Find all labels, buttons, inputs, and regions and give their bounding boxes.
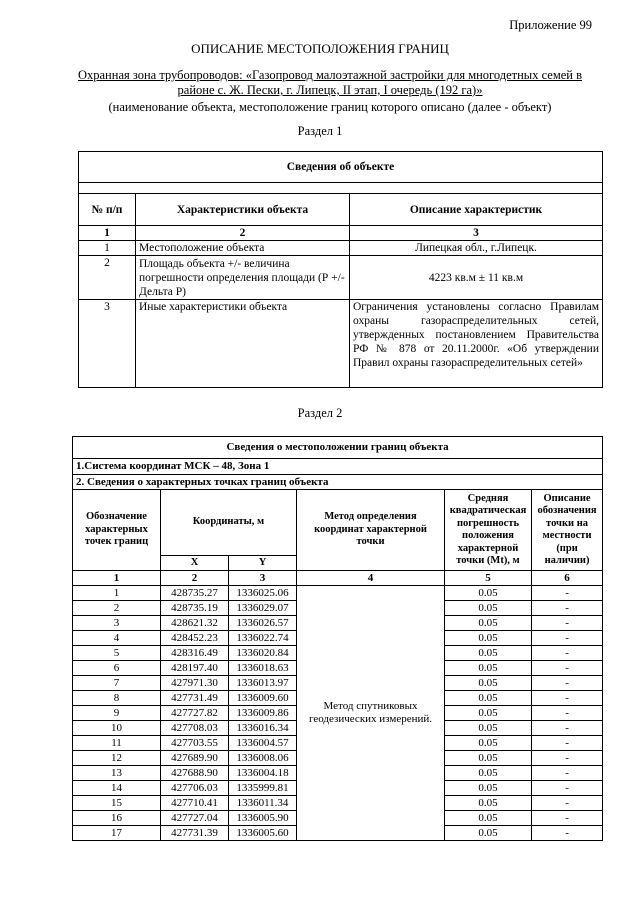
- point-error: 0.05: [445, 811, 532, 826]
- point-y: 1336022.74: [229, 631, 297, 646]
- document-title: ОПИСАНИЕ МЕСТОПОЛОЖЕНИЯ ГРАНИЦ: [191, 41, 449, 56]
- point-description: -: [532, 646, 603, 661]
- point-description: -: [532, 616, 603, 631]
- point-number: 16: [73, 811, 161, 826]
- point-number: 11: [73, 736, 161, 751]
- point-y: 1336005.60: [229, 826, 297, 841]
- characteristic: Местоположение объекта: [136, 241, 350, 256]
- object-info-title: Сведения об объекте: [79, 152, 603, 183]
- point-number: 7: [73, 676, 161, 691]
- point-description: -: [532, 751, 603, 766]
- point-description: -: [532, 736, 603, 751]
- point-number: 13: [73, 766, 161, 781]
- col-index: 3: [350, 226, 603, 241]
- point-x: 428452.23: [161, 631, 229, 646]
- table-row: [73, 586, 603, 601]
- point-description: -: [532, 811, 603, 826]
- point-y: 1336018.63: [229, 661, 297, 676]
- point-error: 0.05: [445, 826, 532, 841]
- col-point-header: Обозначение характерных точек границ: [73, 490, 161, 571]
- point-number: 1: [73, 586, 161, 601]
- point-x: 428316.49: [161, 646, 229, 661]
- point-y: 1336009.60: [229, 691, 297, 706]
- point-error: 0.05: [445, 796, 532, 811]
- point-y: 1336026.57: [229, 616, 297, 631]
- point-number: 3: [73, 616, 161, 631]
- point-description: -: [532, 796, 603, 811]
- point-description: -: [532, 661, 603, 676]
- point-y: 1336009.86: [229, 706, 297, 721]
- point-error: 0.05: [445, 706, 532, 721]
- point-number: 8: [73, 691, 161, 706]
- point-y: 1336011.34: [229, 796, 297, 811]
- characteristic-value: 4223 кв.м ± 11 кв.м: [350, 256, 603, 300]
- point-number: 14: [73, 781, 161, 796]
- point-x: 428735.19: [161, 601, 229, 616]
- characteristic: Площадь объекта +/- величина погрешности определения площади (Р +/- Дельта Р): [136, 256, 350, 300]
- point-x: 427971.30: [161, 676, 229, 691]
- point-x: 427688.90: [161, 766, 229, 781]
- point-y: 1336025.06: [229, 586, 297, 601]
- point-x: 427727.82: [161, 706, 229, 721]
- point-description: -: [532, 826, 603, 841]
- point-number: 10: [73, 721, 161, 736]
- points-section-title: 2. Сведения о характерных точках границ объекта: [73, 475, 603, 490]
- point-y: 1336008.06: [229, 751, 297, 766]
- point-y: 1336005.90: [229, 811, 297, 826]
- point-error: 0.05: [445, 766, 532, 781]
- row-number: 1: [79, 241, 136, 256]
- point-error: 0.05: [445, 691, 532, 706]
- col-method-header: Метод определения координат характерной точки: [297, 490, 445, 571]
- point-error: 0.05: [445, 676, 532, 691]
- point-description: -: [532, 721, 603, 736]
- point-number: 4: [73, 631, 161, 646]
- point-y: 1336016.34: [229, 721, 297, 736]
- point-x: 427727.04: [161, 811, 229, 826]
- point-description: -: [532, 631, 603, 646]
- point-y: 1336004.18: [229, 766, 297, 781]
- point-number: 15: [73, 796, 161, 811]
- point-x: 427706.03: [161, 781, 229, 796]
- col-index: 1: [79, 226, 136, 241]
- col-index: 3: [229, 571, 297, 586]
- point-error: 0.05: [445, 721, 532, 736]
- point-y: 1336029.07: [229, 601, 297, 616]
- point-x: 427703.55: [161, 736, 229, 751]
- col-y-header: Y: [229, 556, 297, 571]
- characteristic-value: Ограничения установлены согласно Правилам охраны газораспределительных сетей, утвержденных постановлением Правительства РФ № 878 от 20.11.2000г. «Об утверждении Правил охраны газораспределительных сетей»: [350, 300, 603, 388]
- point-y: 1336013.97: [229, 676, 297, 691]
- object-info-table: [78, 151, 603, 388]
- point-x: 428197.40: [161, 661, 229, 676]
- point-error: 0.05: [445, 616, 532, 631]
- col-index: 6: [532, 571, 603, 586]
- point-error: 0.05: [445, 631, 532, 646]
- appendix-label: Приложение 99: [509, 18, 592, 32]
- object-note: (наименование объекта, местоположение границ которого описано (далее - объект): [108, 100, 552, 114]
- coordinate-system: 1.Система координат МСК – 48, Зона 1: [73, 459, 603, 475]
- point-y: 1336004.57: [229, 736, 297, 751]
- col-index: 1: [73, 571, 161, 586]
- point-x: 427731.39: [161, 826, 229, 841]
- col-error-header: Средняя квадратическая погрешность положения характерной точки (Mt), м: [445, 490, 532, 571]
- point-description: -: [532, 781, 603, 796]
- spacer-row: [79, 183, 603, 194]
- point-x: 427689.90: [161, 751, 229, 766]
- object-name: Охранная зона трубопроводов: «Газопровод малоэтажной застройки для многодетных семей в районе с. Ж. Пески, г. Липецк, II этап, I очередь (192 га)»: [77, 68, 583, 97]
- point-error: 0.05: [445, 586, 532, 601]
- point-x: 427731.49: [161, 691, 229, 706]
- point-number: 17: [73, 826, 161, 841]
- point-description: -: [532, 676, 603, 691]
- col-description-header: Описание обозначения точки на местности (при наличии): [532, 490, 603, 571]
- point-x: 427710.41: [161, 796, 229, 811]
- characteristic: Иные характеристики объекта: [136, 300, 350, 388]
- characteristic-value: Липецкая обл., г.Липецк.: [350, 241, 603, 256]
- point-error: 0.05: [445, 646, 532, 661]
- col-num-header: № п/п: [79, 194, 136, 226]
- boundaries-title: Сведения о местоположении границ объекта: [73, 437, 603, 459]
- point-number: 2: [73, 601, 161, 616]
- col-desc-header: Описание характеристик: [350, 194, 603, 226]
- point-description: -: [532, 706, 603, 721]
- point-x: 428621.32: [161, 616, 229, 631]
- point-error: 0.05: [445, 736, 532, 751]
- point-number: 12: [73, 751, 161, 766]
- measurement-method: Метод спутниковых геодезических измерений.: [297, 586, 445, 841]
- col-index: 5: [445, 571, 532, 586]
- point-description: -: [532, 601, 603, 616]
- col-index: 2: [136, 226, 350, 241]
- col-coords-header: Координаты, м: [161, 490, 297, 556]
- col-x-header: X: [161, 556, 229, 571]
- point-number: 9: [73, 706, 161, 721]
- row-number: 2: [79, 256, 136, 300]
- col-char-header: Характеристики объекта: [136, 194, 350, 226]
- point-y: 1336020.84: [229, 646, 297, 661]
- point-error: 0.05: [445, 661, 532, 676]
- point-x: 427708.03: [161, 721, 229, 736]
- point-number: 5: [73, 646, 161, 661]
- col-index: 4: [297, 571, 445, 586]
- point-description: -: [532, 766, 603, 781]
- section-1-label: Раздел 1: [297, 124, 343, 138]
- point-error: 0.05: [445, 601, 532, 616]
- point-description: -: [532, 691, 603, 706]
- point-error: 0.05: [445, 781, 532, 796]
- point-y: 1335999.81: [229, 781, 297, 796]
- boundary-points-table: [72, 436, 603, 841]
- point-number: 6: [73, 661, 161, 676]
- col-index: 2: [161, 571, 229, 586]
- row-number: 3: [79, 300, 136, 388]
- point-error: 0.05: [445, 751, 532, 766]
- point-x: 428735.27: [161, 586, 229, 601]
- section-2-label: Раздел 2: [297, 406, 343, 420]
- point-description: -: [532, 586, 603, 601]
